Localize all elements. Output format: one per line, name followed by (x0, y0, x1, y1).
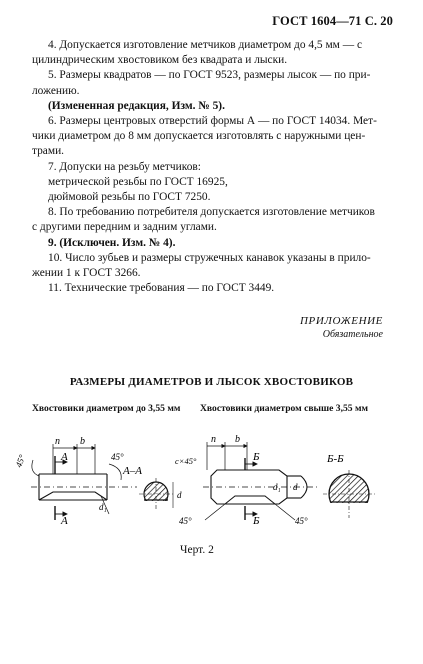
dim-d1-left: d₁ (99, 502, 107, 512)
view-b-bottom: Б (253, 515, 260, 527)
angle-left-1: 45° (13, 453, 28, 469)
section-a-title: A–A (123, 465, 142, 477)
paragraph-11: 11. Технические требования — по ГОСТ 3449. (48, 282, 275, 295)
paragraph-7-line-1: 7. Допуски на резьбу метчиков: (48, 160, 201, 173)
technical-drawing (13, 424, 395, 538)
appendix-title: ПРИЛОЖЕНИЕ (300, 315, 383, 327)
paragraph-4-line-2: цилиндрическим хвостовиком без квадрата и лыски. (32, 54, 288, 67)
paragraph-10-line-1: 10. Число зубьев и размеры стружечных канавок указаны в прило- (48, 251, 371, 264)
right-heading: Хвостовики диаметром свыше 3,55 мм (200, 403, 369, 414)
dim-n-left: n (55, 436, 60, 447)
paragraph-5-line-1: 5. Размеры квадратов — по ГОСТ 9523, размеры лысок — по при- (48, 69, 371, 82)
appendix-label (300, 314, 383, 342)
paragraph-6-line-2: чики диаметром до 8 мм допускается изготовлять с наружными цен- (32, 130, 366, 143)
paragraph-6-line-3: трами. (32, 145, 65, 158)
section-title: РАЗМЕРЫ ДИАМЕТРОВ И ЛЫСОК ХВОСТОВИКОВ (69, 376, 354, 388)
view-a-top: A (61, 451, 68, 463)
angle-right-2: 45° (295, 516, 308, 526)
dim-n-right: n (211, 434, 216, 445)
paragraph-8-line-2: с другими передним и задним углами. (32, 221, 217, 234)
view-b-top: Б (253, 451, 260, 463)
dim-a-section: d (177, 490, 182, 500)
paragraph-9: 9. (Исключен. Изм. № 4). (48, 236, 176, 249)
paragraph-5-line-2: ложению. (32, 84, 80, 97)
amendment-note: (Измененная редакция, Изм. № 5). (48, 99, 225, 112)
paragraph-7-line-3: дюймовой резьбы по ГОСТ 7250. (48, 191, 211, 204)
left-heading: Хвостовики диаметром до 3,55 мм (32, 403, 181, 414)
paragraph-8-line-1: 8. По требованию потребителя допускается изготовление метчиков (48, 206, 375, 219)
figure-caption: Черт. 2 (180, 544, 214, 556)
dim-b-left: b (80, 436, 85, 447)
paragraph-6-line-1: 6. Размеры центровых отверстий формы А — по ГОСТ 14034. Мет- (48, 115, 377, 128)
section-a-circle (139, 478, 173, 510)
paragraph-10-line-2: жении 1 к ГОСТ 3266. (32, 267, 141, 280)
page-header: ГОСТ 1604—71 С. 20 (272, 14, 393, 28)
right-shank-view (203, 442, 317, 520)
document-body (32, 38, 394, 296)
section-b-title: Б-Б (327, 453, 344, 465)
section-b-circle (323, 470, 375, 518)
angle-left-2: 45° (111, 452, 124, 462)
angle-right-1: 45° (179, 516, 192, 526)
appendix-subtitle: Обязательное (322, 329, 383, 340)
dim-d1-right: d₁ (273, 482, 281, 492)
view-a-bottom: A (61, 515, 68, 527)
dim-d-right: d (293, 482, 298, 492)
dim-b-right: b (235, 434, 240, 445)
paragraph-4-line-1: 4. Допускается изготовление метчиков диаметром до 4,5 мм — с (48, 39, 363, 51)
chamfer-label: c×45° (175, 456, 197, 466)
paragraph-7-line-2: метрической резьбы по ГОСТ 16925, (48, 175, 228, 188)
